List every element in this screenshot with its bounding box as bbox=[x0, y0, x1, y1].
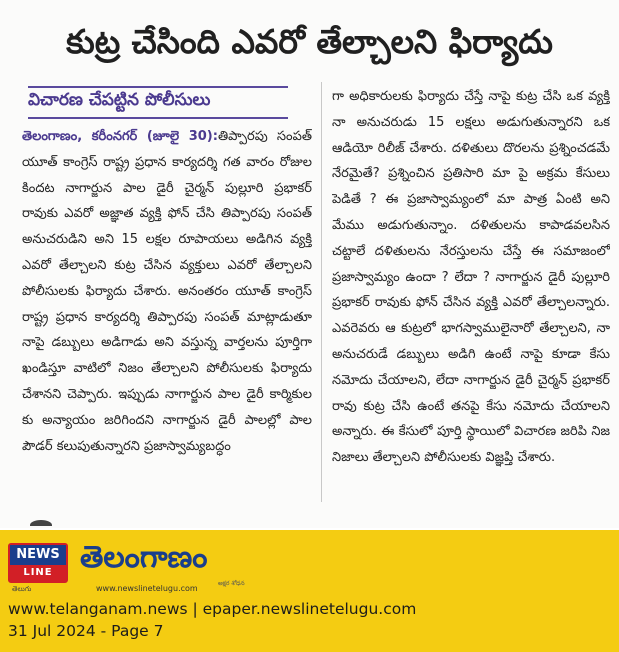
column-divider bbox=[321, 82, 322, 502]
telanganam-logo[interactable]: తెలంగాణం bbox=[80, 540, 208, 575]
newsline-logo-bottom: LINE bbox=[10, 565, 66, 581]
telanganam-logo-url: www.newslinetelugu.com bbox=[96, 584, 198, 593]
subheadline-rule-bottom bbox=[28, 117, 288, 119]
telanganam-logo-tagline: అక్షర శోధన bbox=[218, 580, 245, 587]
footer-website-links[interactable]: www.telanganam.news | epaper.newslinetelugu.com bbox=[8, 600, 417, 618]
newsline-logo[interactable] bbox=[8, 543, 68, 583]
newsline-logo-top: NEWS bbox=[10, 545, 66, 565]
article-column-left bbox=[22, 124, 312, 496]
article-dateline: తెలంగాణం, కరీంనగర్ (జూలై 30): bbox=[22, 129, 218, 144]
footer-date-page: 31 Jul 2024 - Page 7 bbox=[8, 622, 164, 640]
newsline-logo-tag: తెలుగు bbox=[12, 585, 32, 593]
article-headline: కుట్ర చేసింది ఎవరో తేల్చాలని ఫిర్యాదు bbox=[66, 22, 553, 61]
article-subheadline: విచారణ చేపట్టిన పోలీసులు bbox=[28, 90, 211, 110]
article-body-right: గా అధికారులకు ఫిర్యాదు చేస్తే నాపై కుట్ర చేసి ఒక వ్యక్తి నా అనుచరుడు 15 లక్షలు అడుగుతున్నారని ఒక ఆడియో రిలీజ్ చేశారు. దళితులు దొరలను ప్రశ్నించడమే నేరమైతే? ప్రశ్నించిన ప్రతిసారి మా పై అక్రమ కేసులు పెడితే ? ఈ ప్రజాస్వామ్యంలో మా పాత్ర ఏంటి అని మేము అడుగుతున్నాం. దళితులను కాపాడవలసిన చట్టాలే దళితులను నేరస్తులను చేస్తే ఈ సమాజంలో ప్రజాస్వామ్యం ఉందా ? లేదా ? నాగార్జున డైరీ పుల్లూరి ప్రభాకర్ రావుకు ఫోన్ చేసిన వ్యక్తి ఎవరో తేల్చాలన్నారు. ఎవరెవరు ఆ కుట్రలో భాగస్వాములైనారో తేల్చాలని, నా అనుచరుడే డబ్బులు అడిగి ఉంటే నాపై కూడా కేసు నమోదు చేయాలని, లేదా నాగార్జున డైరీ చైర్మన్ ప్రభాకర్ రావు కుట్ర చేసి ఉంటే తనపై కేసు నమోదు చేయాలని అన్నారు. ఈ కేసులో పూర్తి స్థాయిలో విచారణ జరిపి నిజ నిజాలు తేల్చాలని పోలీసులకు విజ్ఞప్తి చేశారు. bbox=[332, 89, 610, 466]
article-column-right bbox=[332, 84, 610, 500]
article-body-left: తిప్పారపు సంపత్ యూత్ కాంగ్రెస్ రాష్ట్ర ప్రధాన కార్యదర్శి గత వారం రోజుల కిందట నాగార్జున పాల డైరీ చైర్మన్ పుల్లూరి ప్రభాకర్ రావుకు ఎవరో అజ్ఞాత వ్యక్తి ఫోన్ చేసి తిప్పారపు సంపత్ అనుచరుడిని అని 15 లక్షల రూపాయలు అడిగిన వ్యక్తి ఎవరో తేల్చాలని కుట్ర చేసిన వ్యక్తులు ఎవరో తేల్చాలని పోలీసులకు ఫిర్యాదు చేశారు. అనంతరం యూత్ కాంగ్రెస్ రాష్ట్ర ప్రధాన కార్యదర్శి తిప్పారపు సంపత్ మాట్లాడుతూ నాపై డబ్బులు అడిగాడు అని వస్తున్న వార్తలను పూర్తిగా ఖండిస్తూ వాటిలో నిజం తేల్చాలని పోలీసులకు ఫిర్యాదు చేశానని చెప్పారు. ఇప్పుడు నాగార్జున పాల డైరీ కార్మికుల కు అన్యాయం జరిగిందని నాగార్జున డైరీ పాలల్లో పాల పౌడర్ కలుపుతున్నారని ప్రజాస్వామ్యబద్ధం bbox=[22, 129, 312, 454]
page-curl-icon bbox=[30, 520, 52, 530]
